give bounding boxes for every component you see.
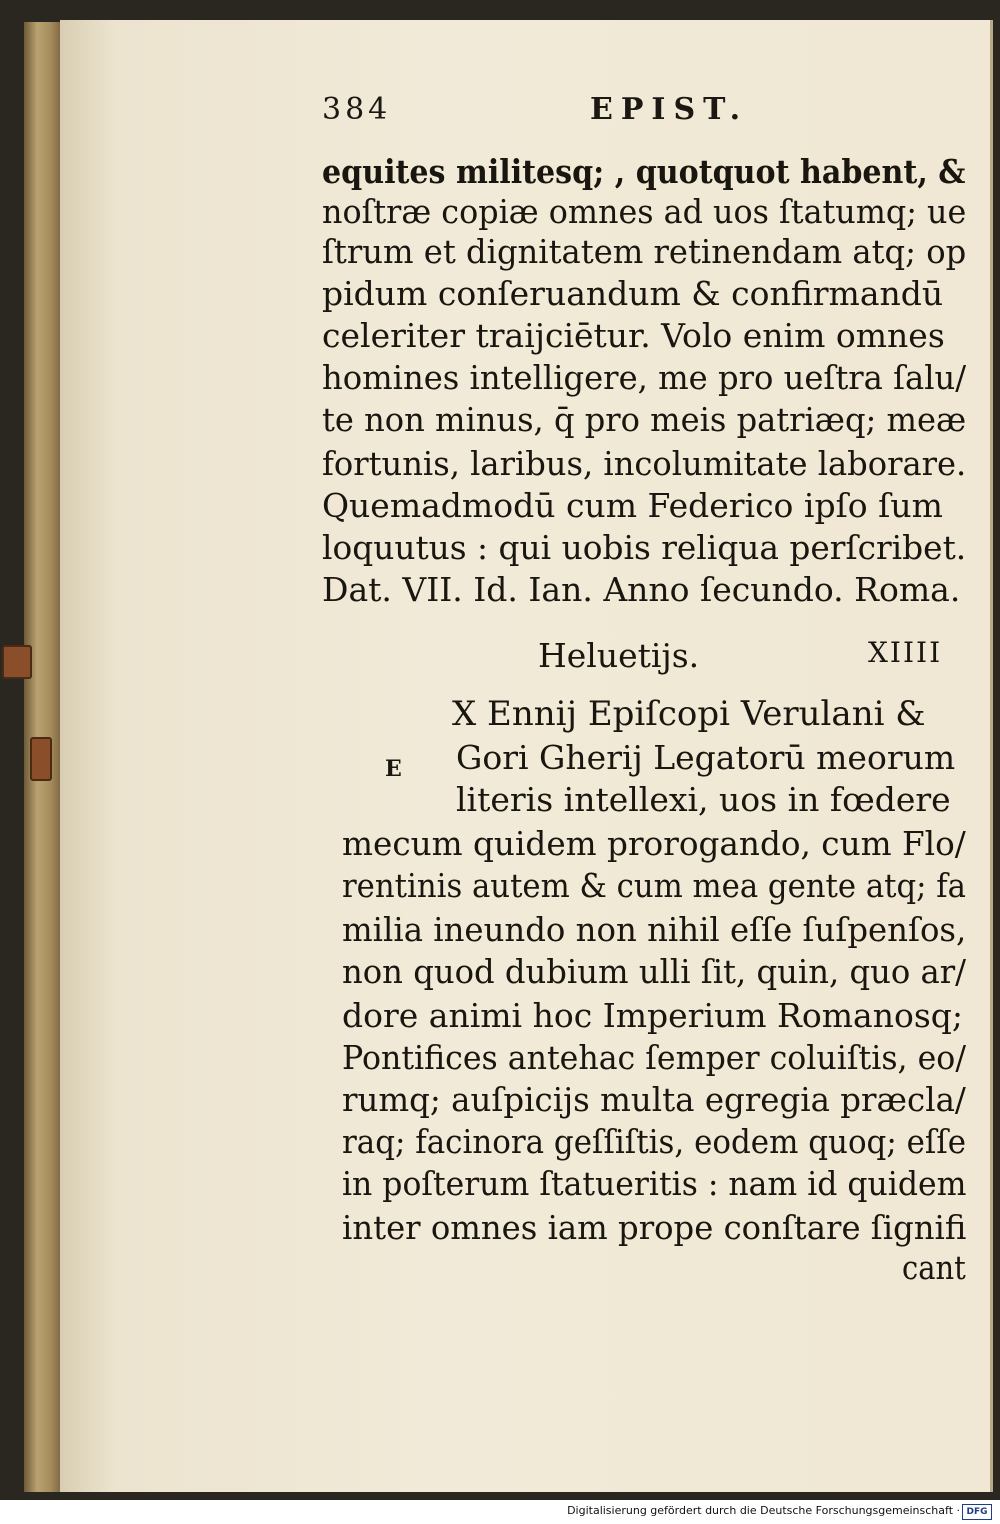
text-line: milia ineundo non nihil eſſe ſuſpenſos, bbox=[342, 910, 967, 949]
running-head bbox=[322, 92, 962, 132]
text-line: te non minus, q̄ pro meis patriæq; meæ bbox=[322, 400, 967, 439]
running-title: EPIST. bbox=[590, 92, 749, 127]
text-line: rentinis autem & cum mea gente atq; fa bbox=[342, 866, 966, 905]
page-number: 384 bbox=[322, 92, 392, 127]
catchword: cant bbox=[902, 1248, 966, 1287]
funding-credit: Digitalisierung gefördert durch die Deutsche Forschungsgemeinschaft · bbox=[567, 1504, 960, 1517]
dfg-logo-icon: DFG bbox=[962, 1504, 992, 1520]
text-line: X Ennij Epiſcopi Verulani & bbox=[452, 694, 926, 734]
text-line: noſtræ copiæ omnes ad uos ſtatumq; ue bbox=[322, 192, 967, 231]
text-line: homines intelligere, me pro ueſtra ſalu/ bbox=[322, 358, 967, 397]
text-line: Gori Gherij Legatorū meorum bbox=[456, 738, 956, 777]
marginal-letter: E bbox=[385, 756, 402, 782]
text-line: Pontifices antehac ſemper coluiſtis, eo/ bbox=[342, 1038, 966, 1077]
text-line: fortunis, laribus, incolumitate laborare. bbox=[322, 444, 967, 483]
footer-bar bbox=[0, 1500, 1000, 1524]
section-heading-number: XIIII bbox=[868, 636, 943, 669]
text-line: non quod dubium ulli ſit, quin, quo ar/ bbox=[342, 952, 967, 991]
text-line: mecum quidem prorogando, cum Flo/ bbox=[342, 824, 966, 863]
text-line: dore animi hoc Imperium Romanosq; bbox=[342, 996, 964, 1035]
text-line: Quemadmodū cum Federico ipſo ſum bbox=[322, 486, 943, 525]
text-line: raq; facinora geſſiſtis, eodem quoq; eſſe bbox=[342, 1122, 967, 1161]
text-line: celeriter traijciētur. Volo enim omnes bbox=[322, 316, 945, 355]
text-line: Dat. VII. Id. Ian. Anno ſecundo. Roma. bbox=[322, 570, 961, 609]
text-line: ſtrum et dignitatem retinendam atq; op bbox=[322, 232, 967, 271]
text-line: equites militesq; , quotquot habent, & bbox=[322, 152, 966, 191]
text-line: rumq; auſpicijs multa egregia præcla/ bbox=[342, 1080, 966, 1119]
text-line: literis intellexi, uos in fœdere bbox=[456, 780, 951, 819]
section-heading-title: Heluetijs. bbox=[538, 636, 700, 675]
text-line: pidum conſeruandum & confirmandū bbox=[322, 274, 944, 313]
text-line: inter omnes iam prope conſtare ſignifi bbox=[342, 1208, 967, 1247]
binding-clasp-upper bbox=[2, 645, 32, 679]
text-line: loquutus : qui uobis reliqua perſcribet. bbox=[322, 528, 967, 567]
text-line: in poſterum ſtatueritis : nam id quidem bbox=[342, 1164, 967, 1203]
binding-clasp-lower bbox=[30, 737, 52, 781]
